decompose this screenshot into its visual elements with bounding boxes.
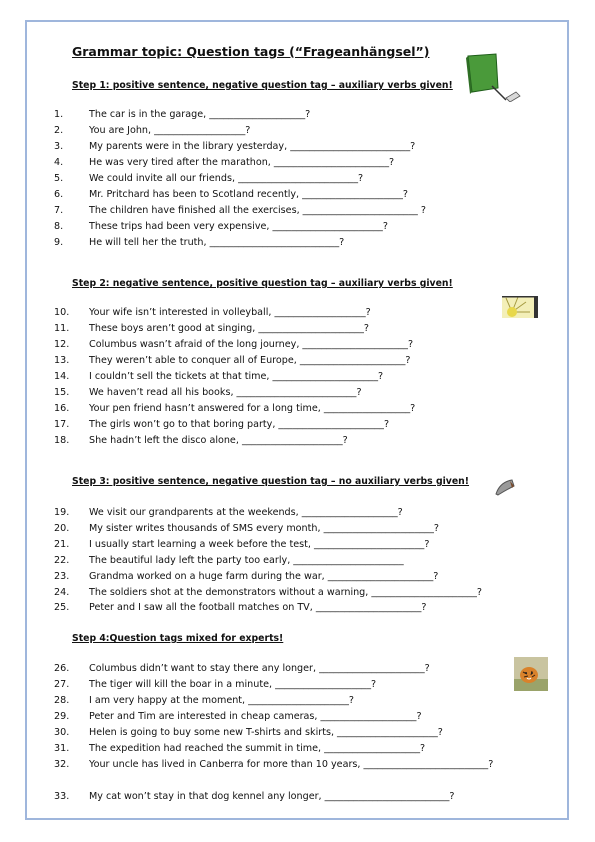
item-sentence: My cat won’t stay in that dog kennel any longer, __________________________? bbox=[89, 791, 455, 802]
exercise-item bbox=[0, 402, 560, 416]
step-1-heading: Step 1: positive sentence, negative question tag – auxiliary verbs given! bbox=[72, 80, 453, 91]
item-number: 23. bbox=[54, 571, 70, 582]
exercise-item bbox=[0, 322, 560, 336]
rock-illustration bbox=[494, 478, 516, 496]
exercise-item bbox=[0, 172, 560, 186]
item-number: 5. bbox=[54, 173, 64, 184]
item-sentence: The girls won’t go to that boring party, ______________________? bbox=[89, 419, 390, 430]
exercise-item bbox=[0, 586, 560, 600]
item-sentence: She hadn’t left the disco alone, _____________________? bbox=[89, 435, 348, 446]
item-number: 33. bbox=[54, 791, 70, 802]
item-number: 13. bbox=[54, 355, 70, 366]
item-number: 12. bbox=[54, 339, 70, 350]
step-3-heading: Step 3: positive sentence, negative question tag – no auxiliary verbs given! bbox=[72, 476, 470, 487]
exercise-item bbox=[0, 726, 560, 740]
item-sentence: They weren’t able to conquer all of Europe, ______________________? bbox=[89, 355, 411, 366]
item-sentence: I usually start learning a week before the test, _______________________? bbox=[89, 539, 430, 550]
item-sentence: Columbus wasn’t afraid of the long journey, ______________________? bbox=[89, 339, 414, 350]
item-number: 24. bbox=[54, 587, 70, 598]
exercise-item bbox=[0, 140, 560, 154]
exercise-item bbox=[0, 678, 560, 692]
exercise-item bbox=[0, 306, 560, 320]
item-sentence: I couldn’t sell the tickets at that time, ______________________? bbox=[89, 371, 384, 382]
exercise-item bbox=[0, 338, 560, 352]
item-number: 15. bbox=[54, 387, 70, 398]
worksheet-title: Grammar topic: Question tags (“Frageanhängsel”) bbox=[72, 44, 430, 59]
item-sentence: Columbus didn’t want to stay there any longer, ______________________? bbox=[89, 663, 430, 674]
item-number: 11. bbox=[54, 323, 70, 334]
item-sentence: The expedition had reached the summit in time, ____________________? bbox=[89, 743, 426, 754]
exercise-item bbox=[0, 710, 560, 724]
item-sentence: He will tell her the truth, ___________________________? bbox=[89, 237, 345, 248]
item-sentence: The car is in the garage, ____________________? bbox=[89, 109, 311, 120]
item-sentence: The beautiful lady left the party too early, _______________________ bbox=[89, 555, 404, 566]
step-4-heading: Step 4:Question tags mixed for experts! bbox=[72, 633, 284, 644]
item-sentence: The tiger will kill the boar in a minute, ____________________? bbox=[89, 679, 377, 690]
exercise-item bbox=[0, 124, 560, 138]
exercise-item bbox=[0, 386, 560, 400]
item-sentence: Grandma worked on a huge farm during the war, ______________________? bbox=[89, 571, 439, 582]
exercise-item bbox=[0, 790, 560, 804]
item-sentence: He was very tired after the marathon, ________________________? bbox=[89, 157, 395, 168]
exercise-item bbox=[0, 538, 560, 552]
item-number: 14. bbox=[54, 371, 70, 382]
exercise-item bbox=[0, 554, 560, 568]
item-number: 30. bbox=[54, 727, 70, 738]
item-number: 1. bbox=[54, 109, 64, 120]
item-sentence: The children have finished all the exercises, ________________________ ? bbox=[89, 205, 426, 216]
exercise-item bbox=[0, 156, 560, 170]
item-sentence: These boys aren’t good at singing, ______________________? bbox=[89, 323, 369, 334]
item-number: 20. bbox=[54, 523, 70, 534]
item-number: 21. bbox=[54, 539, 70, 550]
item-number: 6. bbox=[54, 189, 64, 200]
exercise-item bbox=[0, 570, 560, 584]
exercise-item bbox=[0, 354, 560, 368]
item-sentence: My sister writes thousands of SMS every month, _______________________? bbox=[89, 523, 439, 534]
item-sentence: I am very happy at the moment, _____________________? bbox=[89, 695, 354, 706]
item-number: 31. bbox=[54, 743, 70, 754]
item-number: 16. bbox=[54, 403, 70, 414]
item-number: 32. bbox=[54, 759, 70, 770]
item-number: 8. bbox=[54, 221, 64, 232]
item-sentence: My parents were in the library yesterday, _________________________? bbox=[89, 141, 416, 152]
green-book-illustration bbox=[462, 52, 524, 102]
item-number: 3. bbox=[54, 141, 64, 152]
item-number: 29. bbox=[54, 711, 70, 722]
exercise-item bbox=[0, 434, 560, 448]
item-number: 22. bbox=[54, 555, 70, 566]
item-sentence: We haven’t read all his books, _________________________? bbox=[89, 387, 362, 398]
exercise-item bbox=[0, 220, 560, 234]
item-number: 25. bbox=[54, 602, 70, 613]
tiger-illustration bbox=[514, 657, 548, 691]
exercise-item bbox=[0, 188, 560, 202]
exercise-item bbox=[0, 108, 560, 122]
exercise-item bbox=[0, 662, 560, 676]
item-number: 4. bbox=[54, 157, 64, 168]
item-number: 19. bbox=[54, 507, 70, 518]
item-sentence: Your pen friend hasn’t answered for a long time, __________________? bbox=[89, 403, 416, 414]
item-number: 27. bbox=[54, 679, 70, 690]
item-number: 9. bbox=[54, 237, 64, 248]
item-sentence: You are John, ___________________? bbox=[89, 125, 251, 136]
item-sentence: We visit our grandparents at the weekends, ____________________? bbox=[89, 507, 403, 518]
item-number: 2. bbox=[54, 125, 64, 136]
exercise-item bbox=[0, 418, 560, 432]
exercise-item bbox=[0, 204, 560, 218]
exercise-item bbox=[0, 601, 560, 615]
exercise-item bbox=[0, 758, 560, 790]
exercise-item bbox=[0, 694, 560, 708]
item-sentence: Your wife isn’t interested in volleyball, ___________________? bbox=[89, 307, 371, 318]
exercise-item bbox=[0, 236, 560, 250]
item-sentence: Your uncle has lived in Canberra for more than 10 years, __________________________? bbox=[89, 759, 494, 770]
item-sentence: Mr. Pritchard has been to Scotland recently, _____________________? bbox=[89, 189, 408, 200]
item-number: 10. bbox=[54, 307, 70, 318]
step-2-heading: Step 2: negative sentence, positive question tag – auxiliary verbs given! bbox=[72, 278, 453, 289]
item-sentence: Peter and I saw all the football matches on TV, ______________________? bbox=[89, 602, 427, 613]
exercise-item bbox=[0, 370, 560, 384]
item-sentence: These trips had been very expensive, _______________________? bbox=[89, 221, 388, 232]
item-number: 28. bbox=[54, 695, 70, 706]
item-sentence: Helen is going to buy some new T-shirts and skirts, _____________________? bbox=[89, 727, 443, 738]
item-number: 26. bbox=[54, 663, 70, 674]
exercise-item bbox=[0, 522, 560, 536]
item-number: 7. bbox=[54, 205, 64, 216]
item-number: 17. bbox=[54, 419, 70, 430]
item-number: 18. bbox=[54, 435, 70, 446]
exercise-item bbox=[0, 742, 560, 756]
exercise-item bbox=[0, 506, 560, 520]
sunburst-illustration bbox=[496, 296, 538, 318]
item-sentence: We could invite all our friends, _________________________? bbox=[89, 173, 364, 184]
item-sentence: The soldiers shot at the demonstrators without a warning, ______________________? bbox=[89, 587, 482, 598]
item-sentence: Peter and Tim are interested in cheap cameras, ____________________? bbox=[89, 711, 422, 722]
